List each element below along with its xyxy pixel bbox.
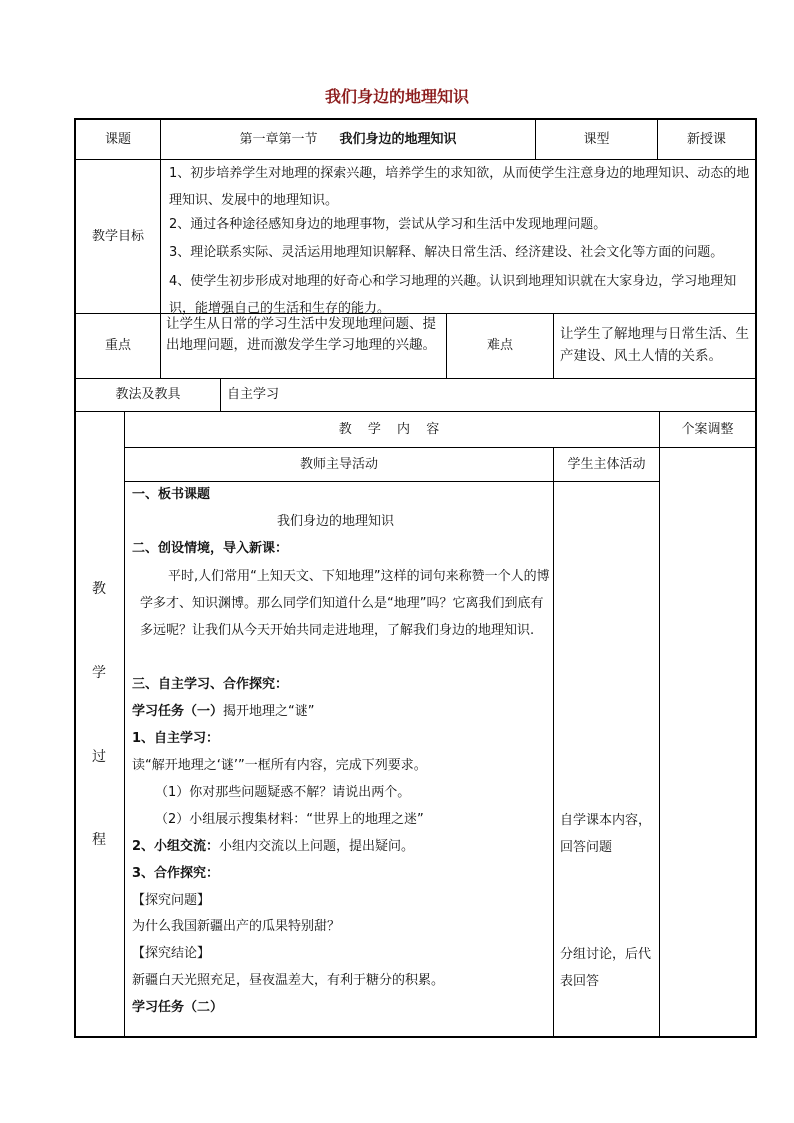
group-exchange-label: 2、小组交流：	[132, 839, 220, 854]
student-note: 分组讨论，后代表回答	[560, 947, 652, 989]
method-value: 自主学习	[227, 387, 280, 402]
task-one-line	[132, 699, 315, 725]
col-divider	[553, 313, 554, 378]
reading-instruction: 读“解开地理之‘谜’”一框所有内容，完成下列要求。	[132, 758, 427, 773]
col-divider	[659, 411, 660, 1037]
col-divider	[160, 313, 161, 378]
objective-item-3: 3、理论联系实际、灵活运用地理知识解释、解决日常生活、经济建设、社会文化等方面的问题。	[169, 245, 724, 260]
type-value: 新授课	[686, 131, 726, 147]
col-divider	[124, 411, 125, 1037]
explore-conclusion: 新疆白天光照充足，昼夜温差大，有利于糖分的积累。	[132, 973, 445, 988]
col-divider	[220, 378, 221, 411]
group-exchange-text: 小组内交流以上问题，提出疑问。	[219, 839, 415, 854]
objective-item-2: 2、通过各种途径感知身边的地理事物，尝试从学习和生活中发现地理问题。	[169, 217, 607, 232]
objective-item-1: 1、初步培养学生对地理的探索兴趣，培养学生的求知欲，从而使学生注意身边的地理知识、动态的地理知识、发展中的地理知识。	[169, 166, 750, 208]
question-item: （1）你对那些问题疑惑不解？请说出两个。	[155, 785, 411, 800]
method-label: 教法及教具	[115, 387, 181, 402]
difficult-point-label: 难点	[486, 338, 513, 353]
sub-heading: 3、合作探究：	[132, 866, 220, 881]
intro-paragraph: 平时,人们常用“上知天文、下知地理”这样的词句来称赞一个人的博学多才、知识渊博。那么同学们知道什么是“地理”吗？它离我们到底有多远呢？让我们从今天开始共同走进地理，了解我们身边的地理知识.	[140, 569, 550, 638]
process-char: 教	[92, 581, 106, 597]
type-label: 课型	[583, 131, 610, 147]
explore-question: 为什么我国新疆出产的瓜果特别甜？	[132, 919, 341, 934]
process-char: 学	[92, 665, 106, 681]
task-one-text: 揭开地理之“谜”	[223, 704, 315, 719]
teacher-header: 教师主导活动	[299, 456, 378, 472]
course-title: 我们身边的地理知识	[339, 131, 457, 147]
course-label: 课题	[104, 131, 131, 147]
course-chapter: 第一章第一节	[239, 131, 318, 147]
lesson-subject: 我们身边的地理知识	[277, 514, 395, 529]
process-char: 程	[92, 832, 106, 848]
key-point-text: 让学生从日常的学习生活中发现地理问题、提出地理问题，进而激发学生学习地理的兴趣。	[166, 316, 436, 353]
table-border-right	[755, 118, 757, 1038]
section-heading: 三、自主学习、合作探究：	[132, 677, 289, 692]
process-char: 过	[92, 749, 106, 765]
adjust-header: 个案调整	[681, 421, 734, 437]
student-note: 自学课本内容，回答问题	[560, 813, 652, 855]
difficult-point-text: 让学生了解地理与日常生活、生产建设、风土人情的关系。	[560, 326, 749, 364]
section-heading: 二、创设情境，导入新课：	[132, 541, 289, 556]
col-divider	[553, 447, 554, 1037]
page-title: 我们身边的地理知识	[324, 87, 469, 106]
course-value	[161, 120, 535, 159]
key-point-label: 重点	[104, 338, 131, 353]
section-heading: 一、板书课题	[132, 487, 211, 502]
explore-conclusion-label: 【探究结论】	[132, 946, 211, 961]
content-header: 教 学 内 容	[338, 421, 446, 437]
student-header: 学生主体活动	[567, 456, 646, 472]
objectives-label: 教学目标	[91, 228, 144, 244]
task-one-label: 学习任务（一）	[132, 704, 224, 719]
sub-heading: 1、自主学习：	[132, 731, 220, 746]
question-item: （2）小组展示搜集材料：“世界上的地理之迷”	[155, 812, 424, 827]
table-border-bottom	[74, 1036, 757, 1038]
explore-question-label: 【探究问题】	[132, 893, 211, 908]
task-two-heading: 学习任务（二）	[132, 1000, 224, 1015]
group-exchange-line	[132, 834, 414, 860]
objective-item-4: 4、使学生初步形成对地理的好奇心和学习地理的兴趣。认识到地理知识就在大家身边，学习地理知识，能增强自己的生活和生存的能力。	[169, 274, 737, 316]
